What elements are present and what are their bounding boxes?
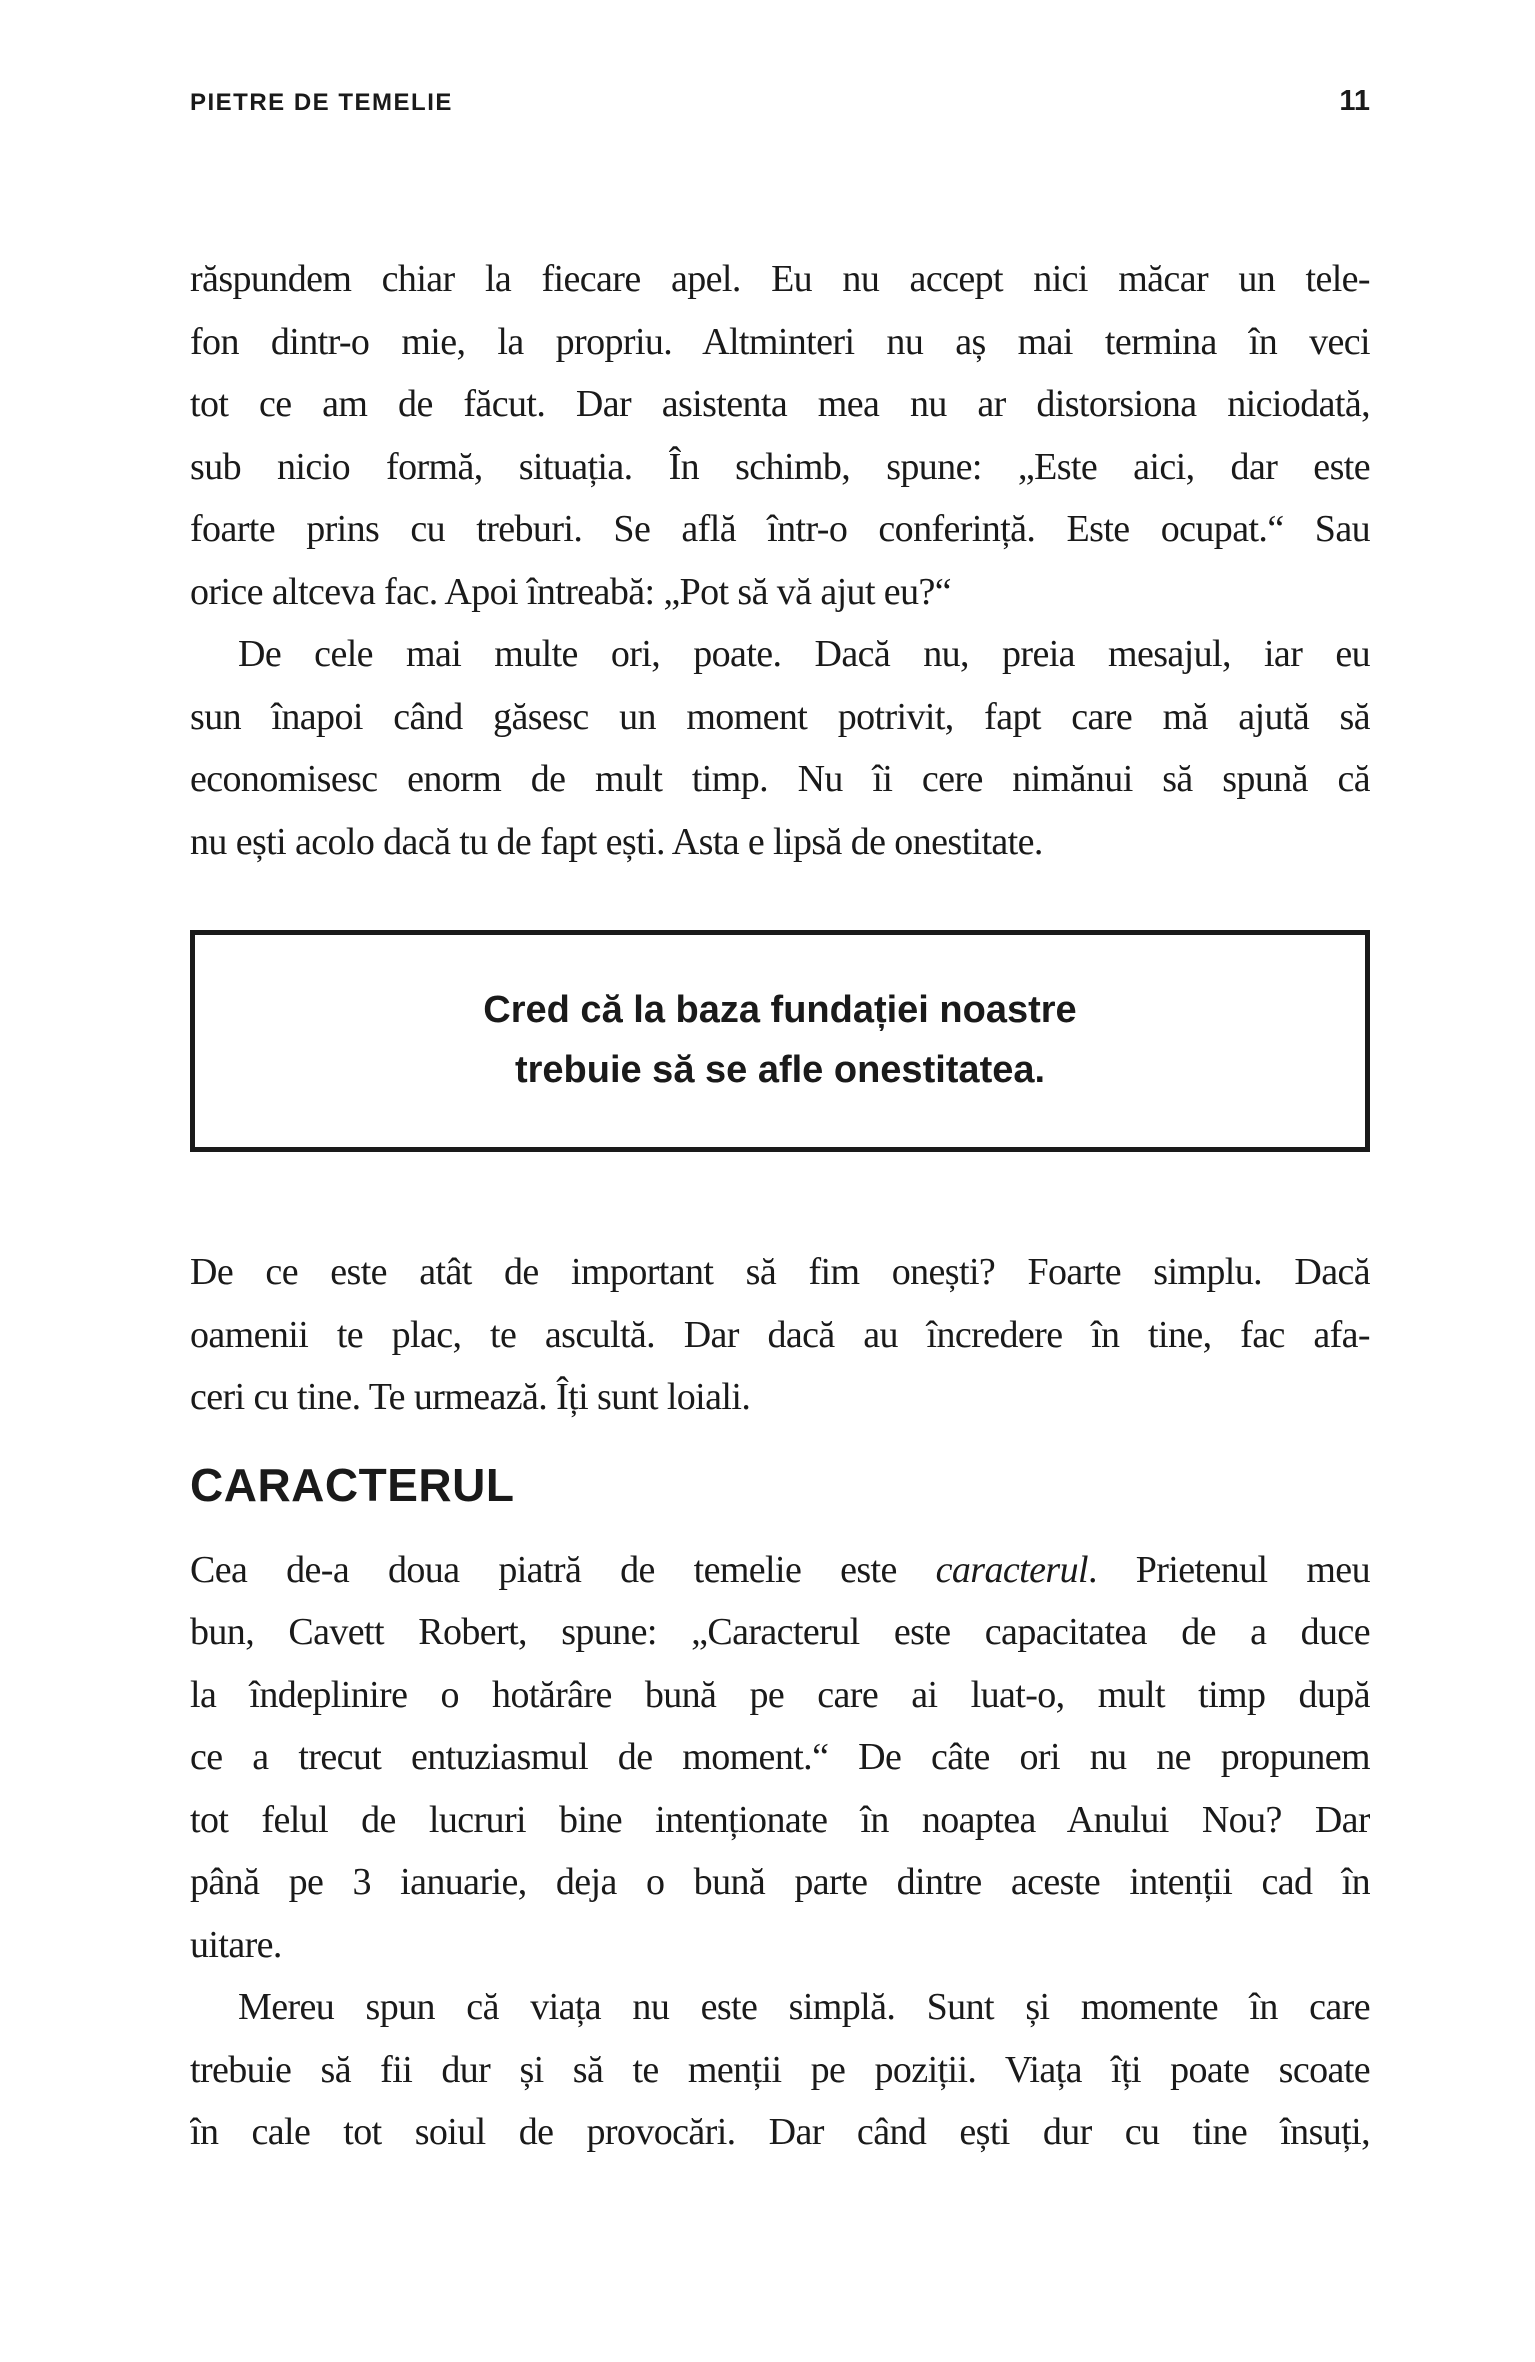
text-line: economisesc enorm de mult timp. Nu îi cere nimănui să spună că [190,758,1370,800]
text-line: De ce este atât de important să fim onești? Foarte simplu. Dacă [190,1251,1370,1293]
text-line: la îndeplinire o hotărâre bună pe care ai luat-o, mult timp după [190,1673,1370,1716]
text-line: uitare. [190,1923,282,1966]
paragraph [190,1976,1370,2164]
text-line: sun înapoi când găsesc un moment potrivit, fapt care mă ajută să [190,695,1370,738]
text-line: De cele mai multe ori, poate. Dacă nu, preia mesajul, iar eu [238,633,1370,675]
text-line: oamenii te plac, te ascultă. Dar dacă au încredere în tine, fac afa- [190,1313,1370,1356]
page-header [190,85,1370,118]
callout-line: Cred că la baza fundației noastre [483,989,1077,1031]
text-line: până pe 3 ianuarie, deja o bună parte dintre aceste intenții cad în [190,1861,1370,1903]
section-heading: CARACTERUL [190,1458,515,1511]
text-line: Cea de-a doua piatră de temelie este caracterul. Prietenul meu [190,1548,1370,1591]
paragraph [190,1539,1370,1977]
text-line: fon dintr-o mie, la propriu. Altminteri nu aș mai termina în veci [190,320,1370,363]
text-line: tot felul de lucruri bine intenționate în noaptea Anului Nou? Dar [190,1798,1370,1841]
page-body [190,248,1370,2164]
text-line: trebuie să fii dur și să te menții pe poziții. Viața îți poate scoate [190,2048,1370,2091]
page-number: 11 [1339,85,1370,117]
paragraph [190,623,1370,873]
text-line: nu ești acolo dacă tu de fapt ești. Asta e lipsă de onestitate. [190,820,1043,863]
text-line: răspundem chiar la fiecare apel. Eu nu accept nici măcar un tele- [190,258,1370,300]
text-line: foarte prins cu treburi. Se află într-o conferință. Este ocupat.“ Sau [190,508,1370,550]
text-line: ce a trecut entuziasmul de moment.“ De câte ori nu ne propunem [190,1736,1370,1778]
text-line: în cale tot soiul de provocări. Dar când ești dur cu tine însuți, [190,2111,1370,2153]
paragraph [190,1241,1370,1429]
paragraph [190,248,1370,623]
callout-box [190,930,1370,1152]
text-line: ceri cu tine. Te urmează. Îți sunt loiali. [190,1376,751,1418]
text-line: tot ce am de făcut. Dar asistenta mea nu ar distorsiona niciodată, [190,383,1370,425]
text-line: orice altceva fac. Apoi întreabă: „Pot să vă ajut eu?“ [190,570,951,613]
text-line: bun, Cavett Robert, spune: „Caracterul este capacitatea de a duce [190,1611,1370,1653]
text-line: sub nicio formă, situația. În schimb, spune: „Este aici, dar este [190,445,1370,488]
text-line: Mereu spun că viața nu este simplă. Sunt și momente în care [238,1986,1370,2028]
callout-line: trebuie să se afle onestitatea. [514,1049,1046,1091]
running-title: PIETRE DE TEMELIE [190,89,453,116]
